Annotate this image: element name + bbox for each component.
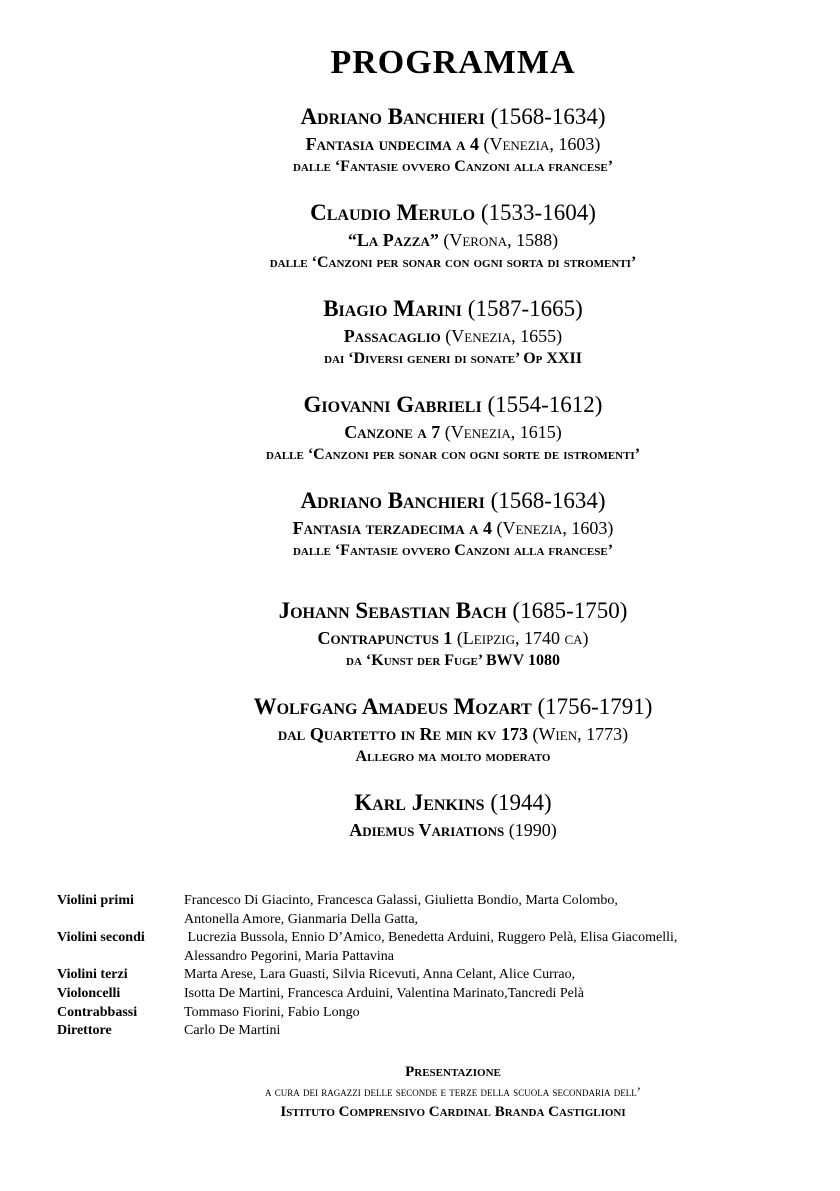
work-title: Fantasia undecima a 4 — [305, 134, 479, 154]
performer-names: Tommaso Fiorini, Fabio Longo — [184, 1004, 360, 1020]
program-item — [0, 198, 840, 274]
work-source: dalle ‘Fantasie ovvero Canzoni alla francese’ — [292, 158, 614, 175]
work-info: (Venezia, 1655) — [445, 326, 563, 346]
work-info: (Leipzig, 1740 ca) — [456, 628, 589, 648]
performer-row — [57, 892, 797, 929]
work-title: Passacaglio — [343, 326, 441, 346]
work-title: Adiemus Variations — [349, 820, 505, 840]
composer-dates: (1587-1665) — [467, 296, 583, 321]
performer-row — [57, 1004, 797, 1023]
composer-dates: (1685-1750) — [512, 598, 628, 623]
composer-dates: (1554-1612) — [487, 392, 603, 417]
work-title: Contrapunctus 1 — [317, 628, 453, 648]
presentation-line: a cura dei ragazzi delle seconde e terze della scuola secondaria dell’ — [264, 1084, 642, 1099]
work-source: dalle ‘Canzoni per sonar con ogni sorte de istromenti’ — [265, 446, 641, 463]
composer-name: Johann Sebastian Bach — [278, 598, 507, 623]
program-item — [0, 294, 840, 370]
composer-name: Adriano Banchieri — [300, 104, 485, 129]
performer-role: Violoncelli — [57, 985, 121, 1001]
composer-name: Claudio Merulo — [310, 200, 476, 225]
composer-dates: (1533-1604) — [480, 200, 596, 225]
performer-role: Direttore — [57, 1023, 112, 1039]
performer-role: Violini primi — [57, 893, 134, 908]
performer-row — [57, 1022, 797, 1041]
work-title: “La Pazza” — [347, 230, 439, 250]
performer-role: Violini terzi — [57, 967, 128, 983]
program-item — [0, 692, 840, 768]
performer-names: Marta Arese, Lara Guasti, Silvia Ricevuti, Anna Celant, Alice Currao, — [184, 967, 576, 983]
work-source: dalle ‘Canzoni per sonar con ogni sorta di stromenti’ — [269, 254, 637, 271]
performer-row — [57, 929, 797, 966]
work-title: Fantasia terzadecima a 4 — [292, 518, 492, 538]
performer-role: Violini secondi — [57, 930, 145, 946]
performer-names: Lucrezia Bussola, Ennio D’Amico, Benedetta Arduini, Ruggero Pelà, Elisa Giacomelli, — [184, 930, 678, 946]
performer-names: Carlo De Martini — [184, 1023, 281, 1039]
work-source: da ‘Kunst der Fuge’ BWV 1080 — [346, 652, 560, 669]
composer-dates: (1568-1634) — [490, 488, 606, 513]
performer-names: Francesco Di Giacinto, Francesca Galassi, Giulietta Bondio, Marta Colombo, — [184, 893, 618, 908]
work-info: (Verona, 1588) — [443, 230, 559, 250]
performers-list — [57, 892, 797, 1041]
composer-name: Giovanni Gabrieli — [303, 392, 482, 417]
program-item — [0, 486, 840, 562]
program-item — [0, 596, 840, 672]
composer-dates: (1944) — [490, 790, 552, 815]
composer-name: Karl Jenkins — [354, 790, 485, 815]
page-title: PROGRAMMA — [330, 44, 576, 81]
work-source: Allegro ma molto moderato — [355, 748, 551, 765]
performer-row — [57, 985, 797, 1004]
performer-names: Isotta De Martini, Francesca Arduini, Valentina Marinato,Tancredi Pelà — [184, 985, 584, 1001]
work-source: dai ‘Diversi generi di sonate’ Op XXII — [324, 350, 582, 367]
work-info: (1990) — [508, 820, 557, 840]
composer-dates: (1568-1634) — [490, 104, 606, 129]
composer-name: Adriano Banchieri — [300, 488, 485, 513]
program-item — [0, 102, 840, 178]
performer-names: Alessandro Pegorini, Maria Pattavina — [184, 948, 394, 964]
work-info: (Wien, 1773) — [532, 724, 629, 744]
composer-dates: (1756-1791) — [537, 694, 653, 719]
performer-row — [57, 966, 797, 985]
program-list — [0, 102, 840, 862]
work-source: dalle ‘Fantasie ovvero Canzoni alla francese’ — [292, 542, 614, 559]
program-item — [0, 390, 840, 466]
program-item — [0, 788, 840, 842]
presentation-block — [0, 1062, 840, 1122]
work-info: (Venezia, 1603) — [496, 518, 614, 538]
work-title: Canzone a 7 — [344, 422, 441, 442]
work-title: dal Quartetto in Re min kv 173 — [277, 724, 528, 744]
performer-names: Antonella Amore, Gianmaria Della Gatta, — [184, 911, 419, 927]
presentation-heading: Presentazione — [405, 1064, 501, 1080]
work-info: (Venezia, 1615) — [444, 422, 562, 442]
school-name: Istituto Comprensivo Cardinal Branda Castiglioni — [280, 1104, 626, 1120]
performer-role: Contrabbassi — [57, 1004, 138, 1020]
composer-name: Biagio Marini — [323, 296, 463, 321]
work-info: (Venezia, 1603) — [483, 134, 601, 154]
composer-name: Wolfgang Amadeus Mozart — [253, 694, 532, 719]
